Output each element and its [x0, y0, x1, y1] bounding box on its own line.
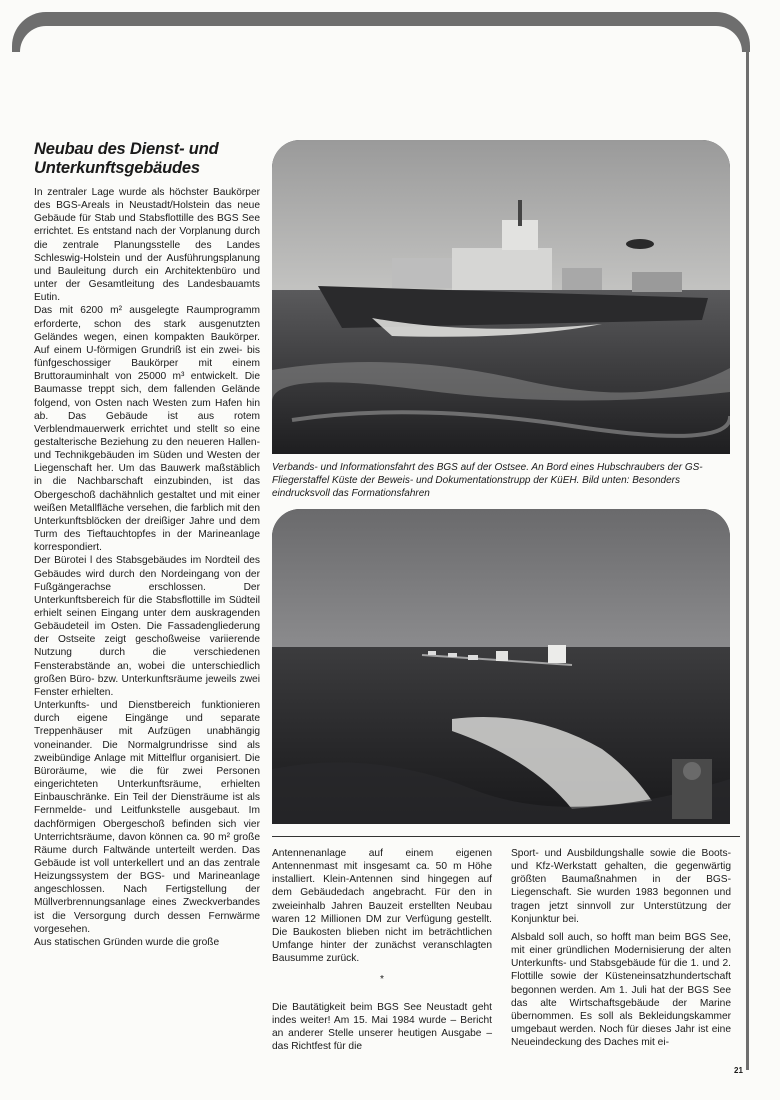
paragraph-8: Sport- und Ausbildungshalle sowie die Boots- und Kfz-Werkstatt gehalten, die gegenwärtig größten Baumaßnahmen in der BGS-Liegenschaft. Sie wurden 1983 begonnen und tragen jetzt sinnvoll zur Unterstützung der Konjunktur bei.: [511, 848, 731, 925]
section-separator: *: [380, 974, 384, 986]
right-column: [511, 847, 731, 1054]
paragraph-5: Aus statischen Gründen wurde die große: [34, 936, 220, 948]
paragraph-3: Der Bürotei l des Stabsgebäudes im Nordteil des Gebäudes wird durch den Nordeingang von der Fußgängerachse erschlossen. Der Unterkunftsbereich für die Stabsflottille im Südteil erhielt seinen Eingang unter dem auskragenden Gebäudeteil im Osten. Die Fassadengliederung der Ostseite zeigt geschoßweise variierende Nutzung durch die verschiedenen Fensterabstände an, wobei die unterschiedlich großen Büro- bzw. Unterkunftsräume jeweils zwei Fenster erhielten.: [34, 555, 260, 698]
paragraph-6: Antennenanlage auf einem eigenen Antennenmast mit insgesamt ca. 50 m Höhe installiert. Klein-Antennen sind hingegen auf dem Gebäudedach angebracht. Für den in zweieinhalb Jahren Bauzeit erstellten Neubau waren 12 Millionen DM zur Verfügung gestellt. Die Baukosten blieben nicht im beträchtlichen Umfange hinter der zunächst veranschlagten Bausumme zurück.: [272, 848, 492, 965]
column-divider: [272, 836, 740, 837]
paragraph-1: In zentraler Lage wurde als höchster Baukörper des BGS-Areals in Neustadt/Holstein das neue Gebäude für Stab und Stabsflottille des BGS See errichtet. Es entstand nach der Vorplanung durch die zentrale Planungsstelle des Landes Schleswig-Holstein und der Ausführungsplanung und Bauleitung durch ein Architektenbüro und unter der Gesamtleitung des Landesbauamts Eutin.: [34, 187, 260, 304]
patrol-boat-photo: [272, 140, 730, 454]
article-headline: Neubau des Dienst- und Unterkunftsgebäudes: [34, 140, 219, 177]
left-column: [34, 140, 260, 949]
right-frame-rule: [746, 50, 749, 1070]
paragraph-9: Alsbald soll auch, so hofft man beim BGS See, mit einer gründlichen Modernisierung der alten Unterkunfts- und Stabsgebäude für die 1. und 2. Flottille sowie der Küsteneinsatzhundertschaft begonnen werden. Am 1. Juli hat der BGS See das alte Wirtschaftsgebäude der Marine übernommen. Es soll als Bekleidungskammer umgebaut werden. Noch für dieses Jahr ist eine Neueindeckung des Daches mit ei-: [511, 931, 731, 1049]
photo-caption: Verbands- und Informationsfahrt des BGS auf der Ostsee. An Bord eines Hubschraubers der GS-Fliegerstaffel Küste der Beweis- und Dokumentationstrupp der KüEH. Bild unten: Besonders eindrucksvoll das Formationsfahren: [272, 462, 703, 500]
middle-column: [272, 847, 492, 1058]
paragraph-2: Das mit 6200 m² ausgelegte Raumprogramm erforderte, schon des stark ausgenutzten Geländes wegen, einen kompakten Baukörper. Auf einem U-förmigen Grundriß ist ein zwei- bis fünfgeschossiger Baukörper mit einem Bruttorauminhalt von 25000 m³ entwickelt. Die Baumasse treppt sich, dem fallenden Gelände folgend, von Osten nach Westen zum Hafen hin ab. Das Gebäude ist aus rotem Verblendmauerwerk errichtet und stellt so eine gestalterische Beziehung zu den neueren Hallen- und Technikgebäuden im Süden und Westen der Liegenschaft her. Um das Bauwerk maßstäblich in die Nachbarschaft einzubinden, ist das Obergeschoß dachähnlich gestaltet und mit einer weißen Metallfläche versehen, die farblich mit den Unterkunftsblöcken der dreißiger Jahre und dem Turm des Tieftauchtopfes in der Marineanlage korrespondiert.: [34, 305, 260, 554]
paragraph-7: Die Bautätigkeit beim BGS See Neustadt geht indes weiter! Am 15. Mai 1984 wurde – Bericht an anderer Stelle unserer heutigen Ausgabe – das Richtfest für die: [272, 1001, 492, 1053]
paragraph-4: Unterkunfts- und Dienstbereich funktionieren durch eigene Eingänge und separate Treppenhäuser mit Aufzügen unabhängig voneinander. Die Normalgrundrisse sind als zweibündige Anlage mit Mittelflur organisiert. Die Büroräume, wie die für zwei Personen eingerichteten Unterkunftsräume, erhielten Einbauschränke. Ein Teil der Diensträume ist als Fernmelde- und Leitfunkstelle ausgebaut. Im dachförmigen Obergeschoß befinden sich vier Unterrichtsräume, davon können ca. 90 m² große Räume durch Faltwände unterteilt werden. Das Gebäude ist voll unterkellert und an das zentrale Heizungssystem der BGS- und Marineanlage angeschlossen. Nach Fertigstellung der Müllverbrennungsanlage eines Zweckverbandes ist die Versorgung durch dessen Fernwärme vorgesehen.: [34, 700, 260, 935]
formation-photo: [272, 509, 730, 824]
page-number: 21: [734, 1066, 743, 1075]
